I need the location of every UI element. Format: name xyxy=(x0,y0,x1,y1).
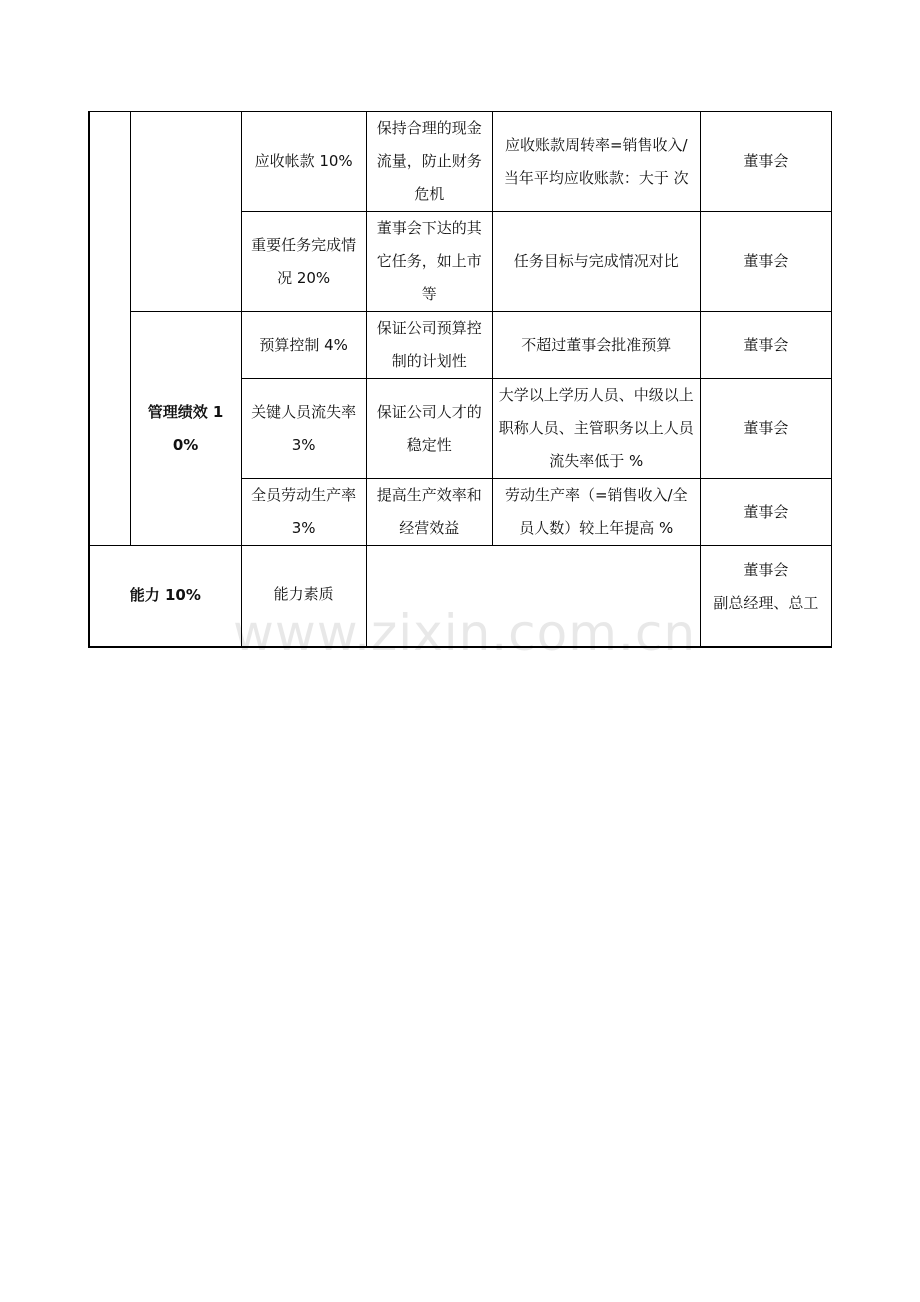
group-label-management: 管理绩效 10% xyxy=(130,312,241,546)
evaluator-cell: 董事会 xyxy=(700,379,831,479)
evaluator-cell: 董事会 xyxy=(700,112,831,212)
formula-cell: 任务目标与完成情况对比 xyxy=(492,212,700,312)
purpose-cell: 保持合理的现金流量，防止财务危机 xyxy=(366,112,492,212)
metric-cell: 重要任务完成情况 20% xyxy=(241,212,366,312)
evaluator-line: 副总经理、总工 xyxy=(713,594,819,612)
metric-cell: 应收帐款 10% xyxy=(241,112,366,212)
purpose-cell: 提高生产效率和经营效益 xyxy=(366,479,492,546)
category-cell-empty xyxy=(89,112,130,546)
evaluator-cell: 董事会 xyxy=(700,479,831,546)
category-label-ability: 能力 10% xyxy=(89,546,241,647)
purpose-cell: 董事会下达的其它任务，如上市等 xyxy=(366,212,492,312)
formula-cell: 大学以上学历人员、中级以上职称人员、主管职务以上人员流失率低于 % xyxy=(492,379,700,479)
evaluator-cell xyxy=(700,546,831,647)
subcategory-cell-empty xyxy=(130,112,241,312)
metric-cell: 预算控制 4% xyxy=(241,312,366,379)
purpose-cell: 保证公司预算控制的计划性 xyxy=(366,312,492,379)
metric-cell: 关键人员流失率 3% xyxy=(241,379,366,479)
formula-cell: 不超过董事会批准预算 xyxy=(492,312,700,379)
metric-cell: 全员劳动生产率 3% xyxy=(241,479,366,546)
formula-cell: 劳动生产率（=销售收入/全员人数）较上年提高 % xyxy=(492,479,700,546)
purpose-cell: 保证公司人才的稳定性 xyxy=(366,379,492,479)
kpi-table xyxy=(88,111,832,648)
table-row xyxy=(89,112,832,212)
formula-cell: 应收账款周转率=销售收入/当年平均应收账款：大于 次 xyxy=(492,112,700,212)
evaluator-cell: 董事会 xyxy=(700,312,831,379)
metric-cell: 能力素质 xyxy=(241,546,366,647)
evaluator-line: 董事会 xyxy=(743,561,789,579)
evaluator-cell: 董事会 xyxy=(700,212,831,312)
watermark: www.zixin.com.cn xyxy=(233,604,697,662)
table-row xyxy=(89,312,832,379)
